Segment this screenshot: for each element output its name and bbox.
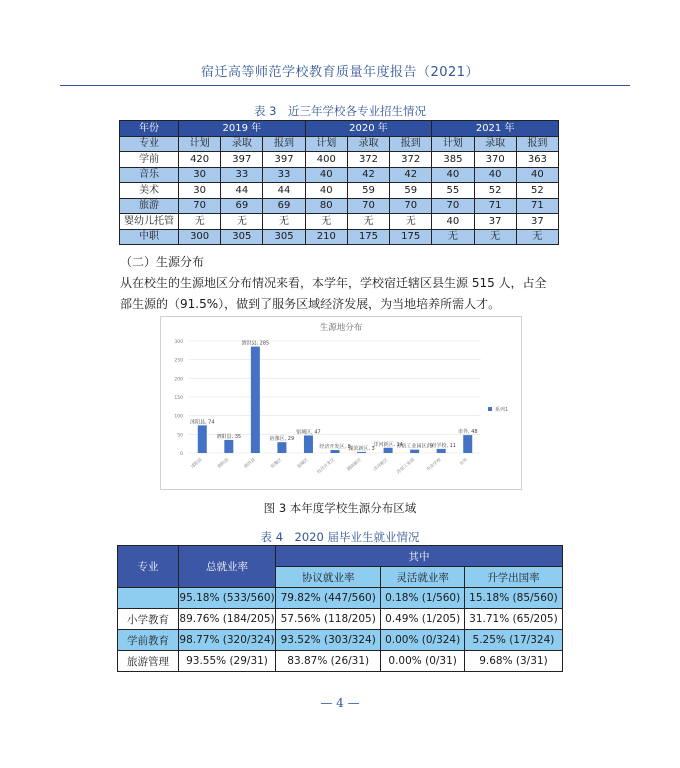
x-tick-label: 宿城区 bbox=[296, 457, 310, 470]
table4-caption: 表 4 2020 届毕业生就业情况 bbox=[260, 530, 420, 544]
table-row bbox=[118, 651, 563, 672]
rate-cell: 83.87% (26/31) bbox=[276, 651, 381, 672]
rate-cell: 31.71% (65/205) bbox=[464, 609, 562, 630]
legend-swatch bbox=[488, 407, 492, 411]
bar bbox=[331, 450, 340, 453]
value-cell: 397 bbox=[221, 152, 263, 168]
subheader-cell: 计划 bbox=[179, 136, 221, 152]
table-row bbox=[120, 167, 559, 183]
major-cell: 婴幼儿托管 bbox=[120, 214, 179, 230]
major-cell: 学前 bbox=[120, 152, 179, 168]
value-cell: 无 bbox=[474, 229, 516, 245]
bar bbox=[224, 440, 233, 453]
value-cell: 175 bbox=[390, 229, 432, 245]
rate-cell: 93.52% (303/324) bbox=[276, 630, 381, 651]
value-cell: 71 bbox=[516, 198, 558, 214]
header-divider bbox=[60, 85, 630, 86]
value-cell: 无 bbox=[516, 229, 558, 245]
bar bbox=[384, 448, 393, 453]
value-cell: 372 bbox=[347, 152, 389, 168]
value-cell: 无 bbox=[432, 229, 474, 245]
data-label: 泗洪县, 285 bbox=[241, 340, 270, 347]
value-cell: 69 bbox=[221, 198, 263, 214]
rate-cell: 93.55% (29/31) bbox=[179, 651, 276, 672]
major-cell: 美术 bbox=[120, 183, 179, 199]
data-label: 洋河新区, 14 bbox=[373, 441, 403, 448]
data-label: 沭阳县, 74 bbox=[189, 419, 215, 426]
y-tick-label: 150 bbox=[174, 396, 183, 401]
value-cell: 44 bbox=[263, 183, 305, 199]
value-cell: 305 bbox=[263, 229, 305, 245]
total-rate-header: 总就业率 bbox=[179, 546, 276, 588]
value-cell: 59 bbox=[347, 183, 389, 199]
x-tick-label: 洋河新区 bbox=[372, 457, 390, 473]
value-cell: 397 bbox=[263, 152, 305, 168]
major-cell: 旅游 bbox=[120, 198, 179, 214]
value-cell: 无 bbox=[347, 214, 389, 230]
section-heading: （二）生源分布 bbox=[120, 255, 205, 269]
major-cell: 中职 bbox=[120, 229, 179, 245]
table-row bbox=[120, 152, 559, 168]
rate-cell: 89.76% (184/205) bbox=[179, 609, 276, 630]
value-cell: 175 bbox=[347, 229, 389, 245]
x-tick-label: 市外 bbox=[459, 457, 470, 468]
major-cell bbox=[118, 588, 179, 609]
value-cell: 70 bbox=[179, 198, 221, 214]
page-number: — 4 — bbox=[320, 696, 360, 710]
data-label: 泗阳县, 35 bbox=[216, 433, 242, 440]
value-cell: 305 bbox=[221, 229, 263, 245]
subheader-cell: 升学出国率 bbox=[464, 567, 562, 588]
paragraph-line: 从在校生的生源地区分布情况来看，本学年，学校宿迁辖区县生源 515 人，占全 bbox=[120, 276, 547, 290]
value-cell: 40 bbox=[305, 167, 347, 183]
value-cell: 59 bbox=[390, 183, 432, 199]
x-tick-label: 泗阳县 bbox=[217, 457, 231, 470]
table-row bbox=[120, 214, 559, 230]
value-cell: 70 bbox=[390, 198, 432, 214]
table-row bbox=[120, 136, 559, 152]
bar bbox=[437, 449, 446, 453]
y-tick-label: 50 bbox=[177, 433, 183, 439]
value-cell: 210 bbox=[305, 229, 347, 245]
chart-title: 生源地分布 bbox=[319, 323, 363, 333]
enrollment-table bbox=[119, 120, 559, 245]
value-cell: 70 bbox=[347, 198, 389, 214]
year-column-header: 年份 bbox=[120, 121, 179, 137]
subheader-cell: 录取 bbox=[347, 136, 389, 152]
y-tick-label: 100 bbox=[174, 414, 183, 420]
rate-cell: 0.49% (1/205) bbox=[381, 609, 464, 630]
data-label: 经济开发区, 8 bbox=[319, 444, 351, 451]
data-label: 苏宿工业园区, 9 bbox=[396, 443, 433, 450]
value-cell: 300 bbox=[179, 229, 221, 245]
value-cell: 40 bbox=[516, 167, 558, 183]
subheader-cell: 报到 bbox=[516, 136, 558, 152]
major-column-header: 专业 bbox=[118, 546, 179, 588]
value-cell: 30 bbox=[179, 167, 221, 183]
y-tick-label: 200 bbox=[174, 377, 183, 383]
value-cell: 71 bbox=[474, 198, 516, 214]
rate-cell: 0.00% (0/31) bbox=[381, 651, 464, 672]
value-cell: 55 bbox=[432, 183, 474, 199]
value-cell: 385 bbox=[432, 152, 474, 168]
chart-svg bbox=[161, 317, 521, 489]
value-cell: 无 bbox=[390, 214, 432, 230]
value-cell: 370 bbox=[474, 152, 516, 168]
bar bbox=[198, 425, 207, 453]
rate-cell: 0.18% (1/560) bbox=[381, 588, 464, 609]
x-tick-label: 湖滨新区 bbox=[346, 457, 363, 473]
subheader-cell: 计划 bbox=[305, 136, 347, 152]
rate-cell: 0.00% (0/324) bbox=[381, 630, 464, 651]
rate-cell: 15.18% (85/560) bbox=[464, 588, 562, 609]
bar bbox=[251, 347, 260, 453]
subheader-cell: 报到 bbox=[263, 136, 305, 152]
table-row bbox=[120, 229, 559, 245]
value-cell: 无 bbox=[305, 214, 347, 230]
figure-caption: 图 3 本年度学校生源分布区域 bbox=[263, 501, 417, 515]
bar bbox=[463, 435, 472, 453]
value-cell: 40 bbox=[474, 167, 516, 183]
value-cell: 372 bbox=[390, 152, 432, 168]
value-cell: 42 bbox=[390, 167, 432, 183]
major-cell: 音乐 bbox=[120, 167, 179, 183]
value-cell: 无 bbox=[179, 214, 221, 230]
value-cell: 52 bbox=[474, 183, 516, 199]
bar bbox=[410, 450, 419, 453]
value-cell: 69 bbox=[263, 198, 305, 214]
x-tick-label: 宿豫区 bbox=[270, 457, 284, 470]
table3-caption: 表 3 近三年学校各专业招生情况 bbox=[254, 104, 426, 118]
value-cell: 42 bbox=[347, 167, 389, 183]
rate-cell: 9.68% (3/31) bbox=[464, 651, 562, 672]
data-label: 市外, 48 bbox=[457, 429, 478, 436]
table-row bbox=[118, 609, 563, 630]
x-tick-label: 泗洪县 bbox=[243, 457, 257, 470]
value-cell: 33 bbox=[263, 167, 305, 183]
value-cell: 40 bbox=[432, 167, 474, 183]
employment-table bbox=[117, 545, 563, 672]
legend-label: 系列1 bbox=[495, 407, 509, 413]
value-cell: 420 bbox=[179, 152, 221, 168]
bar bbox=[357, 452, 366, 453]
rate-cell: 79.82% (447/560) bbox=[276, 588, 381, 609]
value-cell: 40 bbox=[305, 183, 347, 199]
subheader-cell: 录取 bbox=[474, 136, 516, 152]
bar bbox=[277, 442, 286, 453]
subheader-cell: 灵活就业率 bbox=[381, 567, 464, 588]
value-cell: 37 bbox=[516, 214, 558, 230]
rate-cell: 95.18% (533/560) bbox=[179, 588, 276, 609]
subheader-cell: 协议就业率 bbox=[276, 567, 381, 588]
group-header: 其中 bbox=[276, 546, 563, 567]
x-tick-label: 市直学校 bbox=[426, 457, 443, 473]
y-tick-label: 250 bbox=[174, 358, 183, 364]
subheader-cell: 报到 bbox=[390, 136, 432, 152]
data-label: 湖滨新区, 3 bbox=[348, 445, 375, 452]
table-row bbox=[118, 546, 563, 567]
major-cell: 旅游管理 bbox=[118, 651, 179, 672]
rate-cell: 5.25% (17/324) bbox=[464, 630, 562, 651]
value-cell: 70 bbox=[432, 198, 474, 214]
rate-cell: 98.77% (320/324) bbox=[179, 630, 276, 651]
year-header: 2020 年 bbox=[305, 121, 432, 137]
value-cell: 80 bbox=[305, 198, 347, 214]
value-cell: 52 bbox=[516, 183, 558, 199]
value-cell: 30 bbox=[179, 183, 221, 199]
value-cell: 363 bbox=[516, 152, 558, 168]
x-tick-label: 沭阳县 bbox=[190, 457, 204, 470]
data-label: 宿城区, 47 bbox=[296, 429, 321, 436]
data-label: 宿豫区, 29 bbox=[269, 436, 295, 443]
table-row bbox=[120, 198, 559, 214]
x-tick-label: 苏宿工业园 bbox=[396, 457, 416, 476]
major-cell: 学前教育 bbox=[118, 630, 179, 651]
body-paragraph bbox=[120, 273, 580, 315]
rate-cell: 57.56% (118/205) bbox=[276, 609, 381, 630]
bar bbox=[304, 435, 313, 453]
table-row bbox=[118, 588, 563, 609]
x-tick-label: 经济开发区 bbox=[316, 457, 337, 476]
source-distribution-chart bbox=[160, 316, 522, 490]
y-tick-label: 0 bbox=[180, 452, 183, 457]
value-cell: 37 bbox=[474, 214, 516, 230]
value-cell: 400 bbox=[305, 152, 347, 168]
value-cell: 无 bbox=[263, 214, 305, 230]
value-cell: 40 bbox=[432, 214, 474, 230]
subheader-cell: 录取 bbox=[221, 136, 263, 152]
value-cell: 44 bbox=[221, 183, 263, 199]
value-cell: 无 bbox=[221, 214, 263, 230]
page-header: 宿迁高等师范学校教育质量年度报告（2021） bbox=[200, 65, 480, 80]
y-tick-label: 300 bbox=[174, 340, 183, 345]
table-row bbox=[120, 183, 559, 199]
major-cell: 小学教育 bbox=[118, 609, 179, 630]
value-cell: 33 bbox=[221, 167, 263, 183]
year-header: 2021 年 bbox=[432, 121, 559, 137]
subheader-cell: 计划 bbox=[432, 136, 474, 152]
data-label: 市直学校, 11 bbox=[426, 442, 456, 449]
major-column-header: 专业 bbox=[120, 136, 179, 152]
year-header: 2019 年 bbox=[179, 121, 306, 137]
paragraph-line: 部生源的（91.5%），做到了服务区域经济发展，为当地培养所需人才。 bbox=[120, 297, 501, 311]
table-row bbox=[118, 630, 563, 651]
table-row bbox=[120, 121, 559, 137]
